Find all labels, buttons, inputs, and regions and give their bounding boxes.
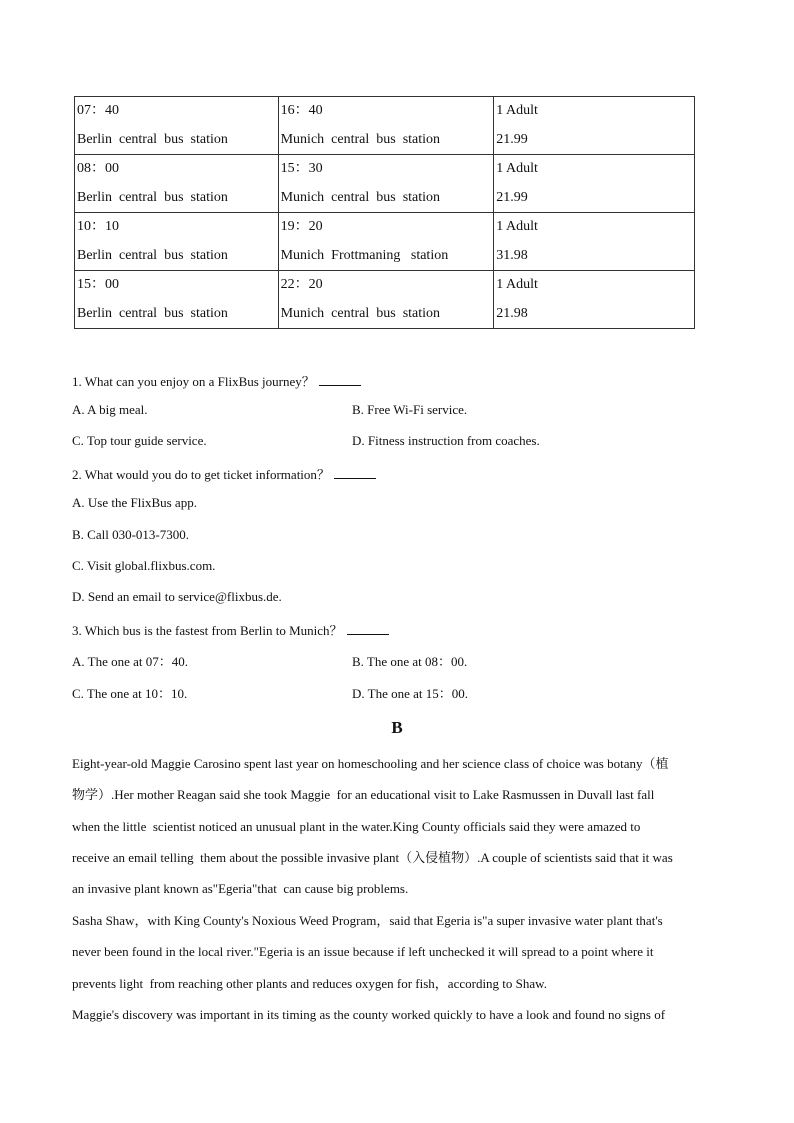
ticket-type: 1 Adult xyxy=(496,103,538,118)
passage-line: 物学）.Her mother Reagan said she took Maggie for an educational visit to Lake Rasmussen in Duvall last fall xyxy=(72,787,655,803)
arrival-cell xyxy=(278,213,494,271)
q2-option-b: B. Call 030-013-7300. xyxy=(72,527,189,542)
table-row xyxy=(75,155,695,213)
ticket-price: 21.99 xyxy=(496,189,528,205)
passage-line: an invasive plant known as"Egeria"that can cause big problems. xyxy=(72,881,409,897)
ticket-type: 1 Adult xyxy=(496,219,538,234)
departure-place: Berlin central bus station xyxy=(77,131,228,147)
ticket-price: 21.99 xyxy=(496,131,528,147)
question-2 xyxy=(72,464,376,483)
ticket-type: 1 Adult xyxy=(496,161,538,176)
bus-schedule-table xyxy=(74,96,695,329)
q1-option-c: C. Top tour guide service. xyxy=(72,433,207,448)
departure-place: Berlin central bus station xyxy=(77,305,228,321)
departure-cell xyxy=(75,271,279,329)
question-3-stem: 3. Which bus is the fastest from Berlin to Munich？ xyxy=(72,623,343,638)
ticket-price: 21.98 xyxy=(496,305,528,321)
departure-time: 08：00 xyxy=(77,161,119,176)
ticket-type: 1 Adult xyxy=(496,277,538,292)
table-row xyxy=(75,213,695,271)
price-cell xyxy=(494,213,695,271)
departure-place: Berlin central bus station xyxy=(77,247,228,263)
passage-line: Maggie's discovery was important in its timing as the county worked quickly to have a look and found no signs of xyxy=(72,1007,666,1022)
price-cell xyxy=(494,155,695,213)
q3-option-a: A. The one at 07：40. xyxy=(72,654,189,669)
departure-cell xyxy=(75,213,279,271)
departure-cell xyxy=(75,155,279,213)
q3-option-d: D. The one at 15：00. xyxy=(352,686,469,701)
arrival-time: 16：40 xyxy=(280,103,323,118)
q2-option-a: A. Use the FlixBus app. xyxy=(72,495,197,510)
question-1-stem: 1. What can you enjoy on a FlixBus journey？ xyxy=(72,374,315,389)
departure-time: 10：10 xyxy=(77,219,119,234)
passage-line: when the little scientist noticed an unusual plant in the water.King County officials said they were amazed to xyxy=(72,818,641,834)
q1-option-b: B. Free Wi-Fi service. xyxy=(352,402,468,417)
arrival-place: Munich central bus station xyxy=(280,131,441,147)
section-heading: B xyxy=(391,718,403,737)
question-3 xyxy=(72,620,389,639)
q2-option-d: D. Send an email to service@flixbus.de. xyxy=(72,589,282,604)
passage-line: Sasha Shaw，with King County's Noxious Weed Program，said that Egeria is"a super invasive water plant that's xyxy=(72,913,663,928)
departure-place: Berlin central bus station xyxy=(77,189,228,205)
arrival-place: Munich central bus station xyxy=(280,189,441,205)
answer-blank xyxy=(347,623,389,635)
arrival-time: 22：20 xyxy=(280,277,323,292)
q3-option-c: C. The one at 10：10. xyxy=(72,686,188,701)
q1-option-a: A. A big meal. xyxy=(72,402,148,417)
passage-line: Eight-year-old Maggie Carosino spent last year on homeschooling and her science class of choice was botany（植 xyxy=(72,756,669,771)
arrival-time: 19：20 xyxy=(280,219,323,234)
passage-line: receive an email telling them about the possible invasive plant（入侵植物）.A couple of scientists said that it was xyxy=(72,849,673,865)
arrival-cell xyxy=(278,97,494,155)
passage-paragraph-1 xyxy=(72,748,722,904)
passage-paragraph-3 xyxy=(72,999,722,1030)
arrival-cell xyxy=(278,271,494,329)
ticket-price: 31.98 xyxy=(496,247,528,263)
passage-line: prevents light from reaching other plants and reduces oxygen for fish，according to Shaw. xyxy=(72,975,547,991)
arrival-place: Munich Frottmaning station xyxy=(280,247,449,263)
arrival-time: 15：30 xyxy=(280,161,323,176)
arrival-cell xyxy=(278,155,494,213)
table-row xyxy=(75,97,695,155)
departure-cell xyxy=(75,97,279,155)
departure-time: 15：00 xyxy=(77,277,119,292)
table-row xyxy=(75,271,695,329)
q2-option-c: C. Visit global.flixbus.com. xyxy=(72,558,216,573)
q1-option-d: D. Fitness instruction from coaches. xyxy=(352,433,540,448)
question-2-stem: 2. What would you do to get ticket information？ xyxy=(72,467,330,482)
price-cell xyxy=(494,271,695,329)
price-cell xyxy=(494,97,695,155)
answer-blank xyxy=(334,467,376,479)
arrival-place: Munich central bus station xyxy=(280,305,441,321)
passage-paragraph-2 xyxy=(72,905,722,999)
departure-time: 07：40 xyxy=(77,103,119,118)
answer-blank xyxy=(319,374,361,386)
q3-option-b: B. The one at 08：00. xyxy=(352,654,468,669)
question-1 xyxy=(72,371,361,390)
passage-line: never been found in the local river."Egeria is an issue because if left unchecked it will spread to a point where it xyxy=(72,944,654,960)
